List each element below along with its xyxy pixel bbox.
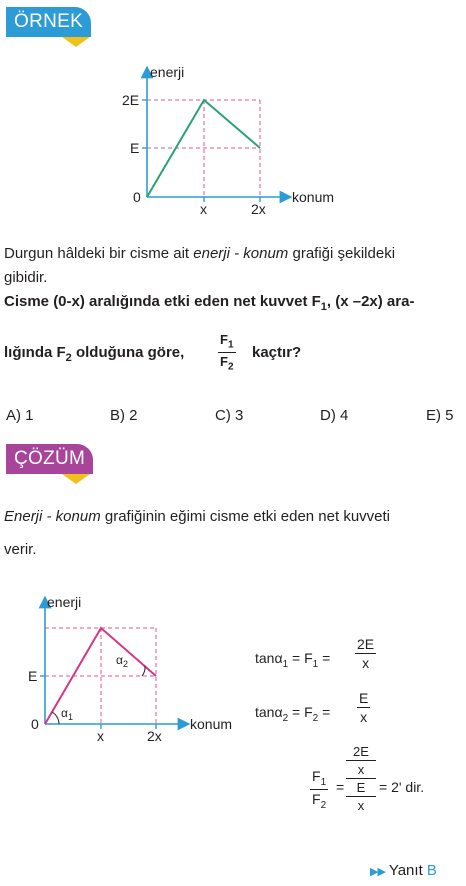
solution-tag <box>6 444 93 474</box>
solution-tag-label: ÇÖZÜM <box>14 448 86 469</box>
question-line-4-end: kaçtır? <box>252 344 302 361</box>
equation-2: $\tan\alpha_2 = F_2$ = <box>255 704 331 724</box>
example-tag-tail <box>62 37 90 47</box>
x-tick-x: x <box>200 201 207 217</box>
alpha2-arc <box>142 666 145 676</box>
choice-d[interactable]: D) 4 <box>320 407 349 424</box>
x-axis-label: konum <box>292 189 335 205</box>
y-tick-e: E <box>130 140 140 156</box>
y-axis-label-2: enerji <box>47 594 82 610</box>
y-tick-0-2: 0 <box>31 716 39 732</box>
example-tag-label: ÖRNEK <box>14 11 84 32</box>
choice-e[interactable]: E) 5 <box>426 407 454 424</box>
question-line-2: gibidir. <box>4 269 48 286</box>
x-tick-2x: 2x <box>251 201 266 217</box>
solution-line-2: verir. <box>4 541 37 558</box>
solution-tag-tail <box>62 474 90 484</box>
answer-letter: B <box>426 862 437 879</box>
alpha2-label: $\alpha_2$ <box>116 653 128 669</box>
x-tick-x-2: x <box>97 728 104 744</box>
alpha1-label: $\alpha_1$ <box>61 706 73 722</box>
question-line-1: Durgun hâldeki bir cisme ait enerji - konum grafiği şekildeki <box>4 245 396 262</box>
example-tag <box>6 7 91 37</box>
guide-lines <box>147 100 260 197</box>
energy-position-graph-1 <box>120 60 350 220</box>
y-tick-2e: 2E <box>122 92 140 108</box>
solution-line-1: Enerji - konum grafiğinin eğimi cisme etki eden net kuvveti <box>4 508 391 525</box>
equation-3-equals: = <box>336 779 345 795</box>
choice-b[interactable]: B) 2 <box>110 407 138 424</box>
question-line-3: Cisme (0-x) aralığında etki eden net kuvvet $F_1$, (x –2x) ara- <box>4 293 415 313</box>
question-line-4: lığında $F_2$ olduğuna göre, <box>4 344 185 364</box>
x-axis-label-2: konum <box>190 716 233 732</box>
answer-indicator <box>370 862 437 879</box>
equation-1: $\tan\alpha_1 = F_1$ = <box>255 650 331 670</box>
equation-1-fraction: $\frac{2E}{x}$ <box>357 636 375 671</box>
answer-label: Yanıt <box>388 862 423 879</box>
alpha1-arc <box>52 712 59 724</box>
choice-a[interactable]: A) 1 <box>6 407 34 424</box>
y-axis-label: enerji <box>150 64 185 80</box>
equation-3-result: = 2' dir. <box>379 779 425 795</box>
equation-2-fraction: $\frac{E}{x}$ <box>359 690 369 725</box>
equation-3-lhs-fraction: $\frac{F_1}{F_2}$ <box>312 768 327 811</box>
double-play-icon: ▶▶ <box>370 866 385 878</box>
equation-3-complex-fraction: 2E x E x <box>346 744 376 813</box>
x-tick-2x-2: 2x <box>147 728 162 744</box>
question-fraction: $\frac{F_1}{F_2}$ <box>220 332 234 373</box>
energy-position-graph-2 <box>14 590 254 750</box>
y-tick-e-2: E <box>28 668 38 684</box>
choice-c[interactable]: C) 3 <box>215 407 244 424</box>
y-tick-0: 0 <box>133 189 141 205</box>
